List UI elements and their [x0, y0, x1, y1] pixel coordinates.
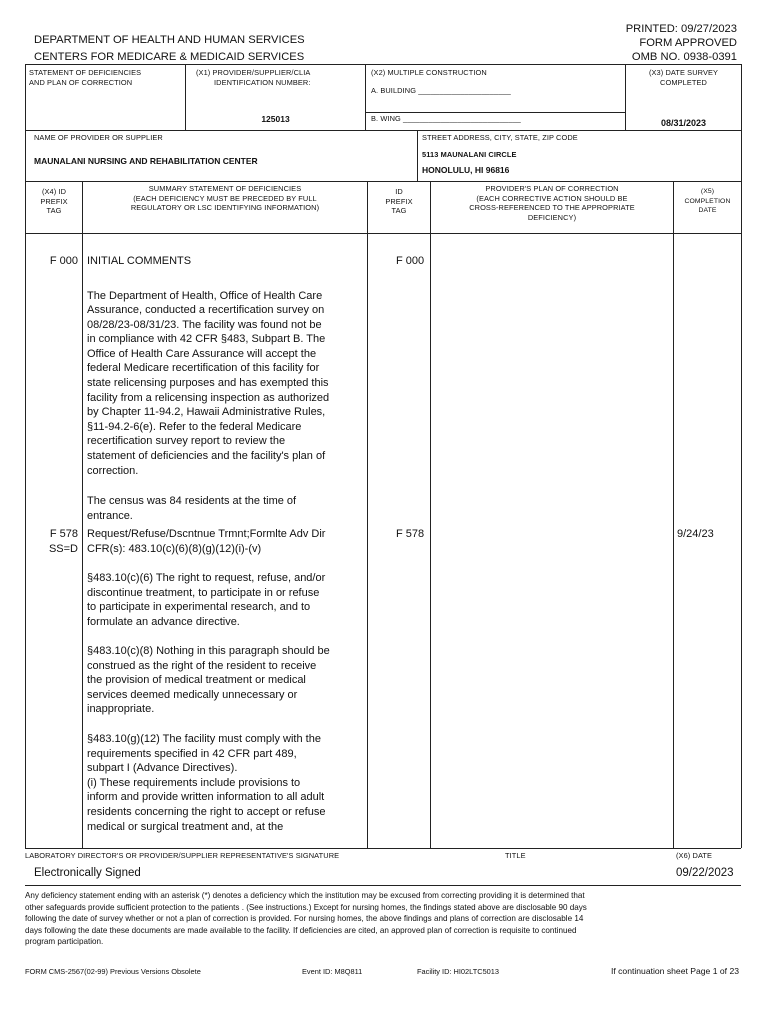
- provider-name: MAUNALANI NURSING AND REHABILITATION CENTER: [34, 156, 258, 166]
- city-state-zip: HONOLULU, HI 96816: [422, 165, 510, 175]
- signature-date-label: (X6) DATE: [676, 851, 713, 860]
- f578-completion-date: 9/24/23: [677, 528, 714, 540]
- signature-date: 09/22/2023: [676, 867, 734, 879]
- street-address: 5113 MAUNALANI CIRCLE: [422, 150, 517, 159]
- f578-title: Request/Refuse/Dscntnue Trmnt;Formlte Adv Dir CFR(s): 483.10(c)(6)(8)(g)(12)(i)-(v): [87, 528, 326, 555]
- id-prefix-header: ID PREFIX TAG: [385, 187, 413, 216]
- f578-scope-severity: SS=D: [48, 543, 78, 555]
- omb-number: OMB NO. 0938-0391: [631, 51, 737, 63]
- f578-id-tag: F 578: [396, 528, 425, 540]
- x5-header: (X5) COMPLETION DATE: [684, 188, 731, 215]
- intro-paragraph: The Department of Health, Office of Health Care Assurance, conducted a recertification survey on 08/28/23-08/31/23. The facility was found not be in compliance with 42 CFR §483, Subpart B. The Office of Health Care Assurance will accept the federal Medicare recertification of this facility for state relicensing purposes and has exempted this facility from a relicensing inspection as authorized by Chapter 11-94.2, Hawaii Administrative Rules, §11-94.2-6(e). Refer to the federal Medicare recertification survey report to review the statement of deficiencies and the facility's plan of correction.: [87, 289, 330, 477]
- x2-building: A. BUILDING ______________________: [371, 86, 511, 95]
- f000-title: INITIAL COMMENTS: [87, 255, 192, 267]
- c8-paragraph: §483.10(c)(8) Nothing in this paragraph should be construed as the right of the resident to receive the provision of medical treatment or medical services deemed medically unnecessary or inappropriate.: [87, 645, 330, 716]
- x2-label: (X2) MULTIPLE CONSTRUCTION: [371, 68, 487, 77]
- signature-label: LABORATORY DIRECTOR'S OR PROVIDER/SUPPLIER REPRESENTATIVE'S SIGNATURE: [25, 851, 340, 860]
- provider-id-number: 125013: [261, 114, 290, 124]
- department-title: DEPARTMENT OF HEALTH AND HUMAN SERVICES: [34, 34, 305, 46]
- f578-tag: F 578: [49, 528, 78, 540]
- printed-date: PRINTED: 09/27/2023: [625, 23, 737, 35]
- f000-tag: F 000: [49, 255, 78, 267]
- g12-paragraph: §483.10(g)(12) The facility must comply with the requirements specified in 42 CFR part 489, subpart I (Advance Directives). (i) These requirements include provisions to inform and provide written information to all adult residents concerning the right to accept or refuse medical or surgical treatment and, at the: [87, 733, 326, 833]
- form-approved: FORM APPROVED: [639, 37, 737, 49]
- page-number: If continuation sheet Page 1 of 23: [610, 966, 739, 976]
- x3-label: (X3) DATE SURVEY COMPLETED: [648, 68, 719, 87]
- x4-header: (X4) ID PREFIX TAG: [40, 187, 68, 216]
- c6-paragraph: §483.10(c)(6) The right to request, refuse, and/or discontinue treatment, to participate in or refuse to participate in experimental research, and to formulate an advance directive.: [87, 572, 326, 628]
- x2-wing: B. WING ____________________________: [371, 114, 521, 123]
- disclaimer: Any deficiency statement ending with an asterisk (*) denotes a deficiency which the institution may be excused from correcting providing it is determined that other safeguards provide sufficient protection to the patients . (See instructions.) Except for nursing homes, the findings stated above are disclosable 90 days following the date of survey whether or not a plan of correction is provided. For nursing homes, the above findings and plans of correction are disclosable 14 days following the date these documents are made available to the facility. If deficiencies are cited, an approved plan of correction is requisite to continued program participation.: [25, 891, 587, 946]
- statement-label: STATEMENT OF DEFICIENCIES AND PLAN OF CORRECTION: [29, 68, 142, 87]
- event-id: Event ID: M8Q811: [302, 967, 363, 976]
- facility-id: Facility ID: HI02LTC5013: [417, 967, 500, 976]
- summary-header: SUMMARY STATEMENT OF DEFICIENCIES (EACH DEFICIENCY MUST BE PRECEDED BY FULL REGULATORY OR LSC IDENTIFYING INFORMATION): [130, 184, 320, 213]
- title-label: TITLE: [505, 851, 526, 860]
- survey-completed-date: 08/31/2023: [660, 118, 707, 128]
- f000-id-tag: F 000: [396, 255, 425, 267]
- signature-value: Electronically Signed: [34, 867, 141, 879]
- form-number: FORM CMS-2567(02-99) Previous Versions Obsolete: [25, 967, 201, 976]
- provider-name-label: NAME OF PROVIDER OR SUPPLIER: [34, 133, 163, 142]
- address-label: STREET ADDRESS, CITY, STATE, ZIP CODE: [422, 133, 578, 142]
- census-paragraph: The census was 84 residents at the time of entrance.: [87, 495, 297, 522]
- centers-title: CENTERS FOR MEDICARE & MEDICAID SERVICES: [34, 51, 305, 63]
- x1-label: (X1) PROVIDER/SUPPLIER/CLIA IDENTIFICATION NUMBER:: [196, 68, 311, 87]
- plan-header: PROVIDER'S PLAN OF CORRECTION (EACH CORRECTIVE ACTION SHOULD BE CROSS-REFERENCED TO THE APPROPRIATE DEFICIENCY): [469, 184, 635, 222]
